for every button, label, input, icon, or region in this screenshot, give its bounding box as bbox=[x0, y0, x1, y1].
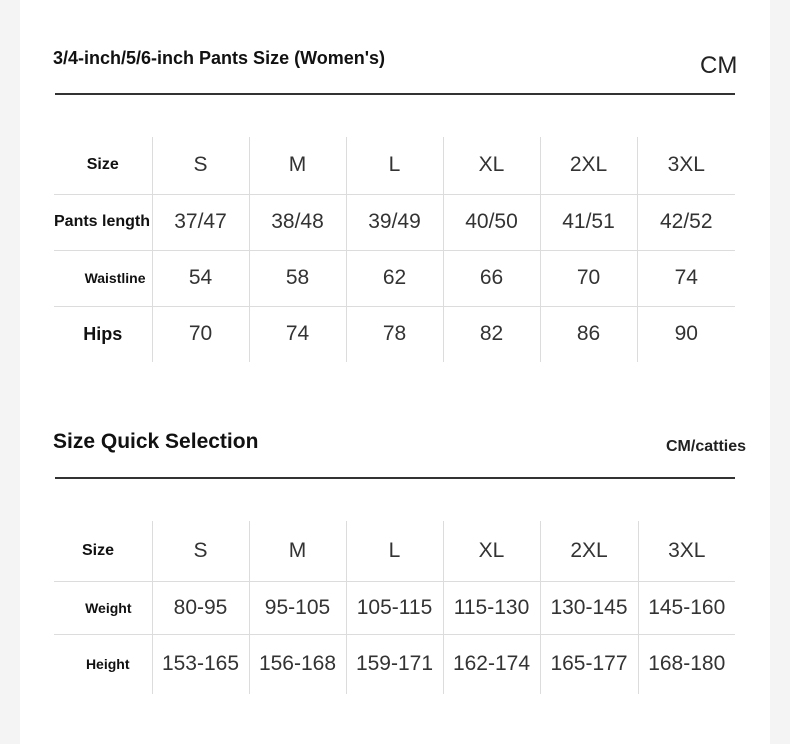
pants-title-divider bbox=[55, 93, 735, 95]
table-cell: 42/52 bbox=[637, 194, 735, 250]
table-cell: 70 bbox=[152, 306, 249, 362]
table-row bbox=[54, 194, 735, 250]
size-cell: 3XL bbox=[637, 137, 735, 194]
table-row bbox=[54, 137, 735, 194]
table-row bbox=[54, 521, 735, 581]
table-row bbox=[54, 634, 735, 694]
size-cell: S bbox=[152, 137, 249, 194]
size-cell: 3XL bbox=[638, 521, 735, 581]
table-cell: 38/48 bbox=[249, 194, 346, 250]
pants-size-title: 3/4-inch/5/6-inch Pants Size (Women's) bbox=[53, 48, 386, 68]
table-cell: 90 bbox=[637, 306, 735, 362]
table-cell: 145-160 bbox=[638, 581, 735, 634]
table-cell: 82 bbox=[443, 306, 540, 362]
table-cell: 115-130 bbox=[443, 581, 540, 634]
size-cell: M bbox=[249, 137, 346, 194]
table-cell: 162-174 bbox=[443, 634, 540, 694]
table-cell: 130-145 bbox=[540, 581, 638, 634]
row-header-size: Size bbox=[82, 541, 115, 559]
row-header-size: Size bbox=[86, 156, 119, 174]
table-row bbox=[54, 250, 735, 306]
table-cell: 74 bbox=[249, 306, 346, 362]
size-cell: XL bbox=[443, 521, 540, 581]
row-header-pants-length: Pants length bbox=[54, 194, 152, 250]
quick-selection-title: Size Quick Selection bbox=[53, 430, 259, 453]
table-cell: 95-105 bbox=[249, 581, 346, 634]
size-cell: M bbox=[249, 521, 346, 581]
size-cell: S bbox=[152, 521, 249, 581]
table-cell: 153-165 bbox=[152, 634, 249, 694]
size-cell: L bbox=[346, 521, 443, 581]
table-cell: 156-168 bbox=[249, 634, 346, 694]
table-cell: 41/51 bbox=[540, 194, 637, 250]
size-cell: XL bbox=[443, 137, 540, 194]
table-cell: 86 bbox=[540, 306, 637, 362]
table-row bbox=[54, 306, 735, 362]
size-cell: 2XL bbox=[540, 521, 638, 581]
quick-title-divider bbox=[55, 477, 735, 479]
table-cell: 39/49 bbox=[346, 194, 443, 250]
quick-selection-table bbox=[54, 521, 735, 694]
table-cell: 165-177 bbox=[540, 634, 638, 694]
table-cell: 168-180 bbox=[638, 634, 735, 694]
table-cell: 62 bbox=[346, 250, 443, 306]
table-row bbox=[54, 581, 735, 634]
table-cell: 105-115 bbox=[346, 581, 443, 634]
table-cell: 80-95 bbox=[152, 581, 249, 634]
table-cell: 40/50 bbox=[443, 194, 540, 250]
size-cell: L bbox=[346, 137, 443, 194]
row-header-hips: Hips bbox=[54, 306, 152, 362]
pants-size-table bbox=[54, 137, 735, 362]
size-chart-page bbox=[20, 0, 770, 744]
table-cell: 58 bbox=[249, 250, 346, 306]
size-cell: 2XL bbox=[540, 137, 637, 194]
pants-unit-label: CM bbox=[700, 52, 738, 79]
row-header-height: Height bbox=[54, 634, 152, 694]
table-cell: 37/47 bbox=[152, 194, 249, 250]
table-cell: 159-171 bbox=[346, 634, 443, 694]
table-cell: 70 bbox=[540, 250, 637, 306]
table-cell: 54 bbox=[152, 250, 249, 306]
row-header-waistline: Waistline bbox=[54, 250, 152, 306]
table-cell: 78 bbox=[346, 306, 443, 362]
row-header-weight: Weight bbox=[54, 581, 152, 634]
quick-unit-label: CM/catties bbox=[666, 438, 747, 455]
table-cell: 66 bbox=[443, 250, 540, 306]
table-cell: 74 bbox=[637, 250, 735, 306]
